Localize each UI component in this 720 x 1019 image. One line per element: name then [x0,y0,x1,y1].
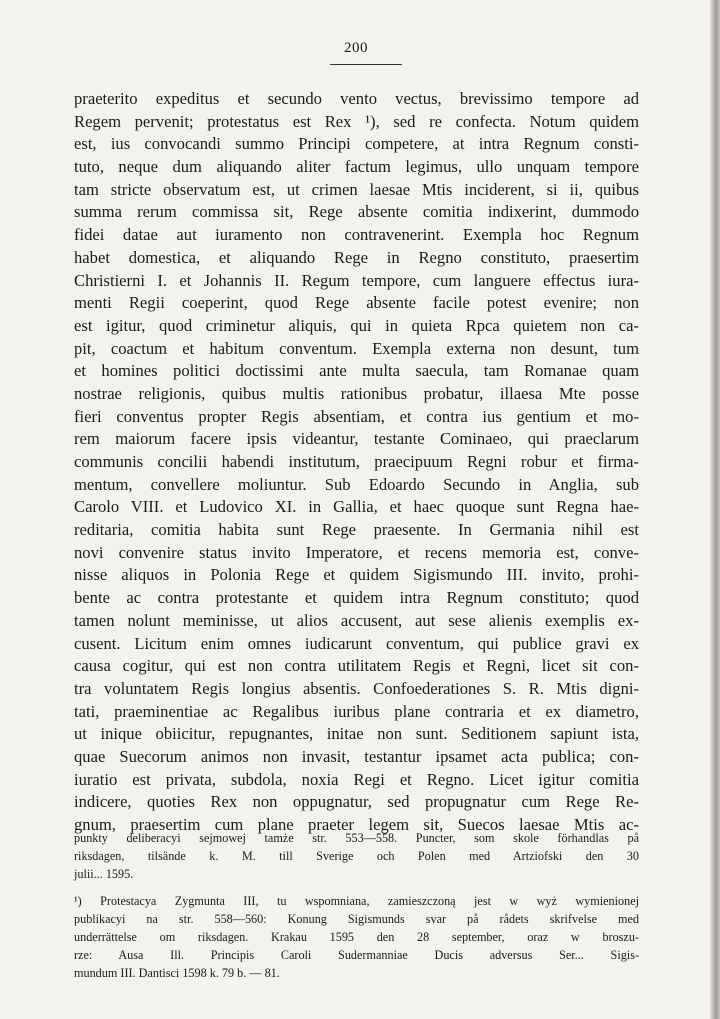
footnote-line: publikacyi na str. 558—560: Konung Sigismunds svar på rådets skrifvelse med [74,912,639,927]
body-line: nisse aliquos in Polonia Rege et quidem Sigismundo III. invito, prohi- [74,565,639,585]
scan-edge [710,0,720,1019]
footnote-gap [74,883,639,893]
body-line: tam stricte observatum est, ut crimen laesae Mtis inciderent, si ii, quibus [74,179,639,199]
body-line: reditaria, comitia habita sunt Rege praesente. In Germania nihil est [74,520,639,540]
body-line: bente ac contra protestante et quidem intra Regnum constituto; quod [74,588,639,608]
footnote-1 [74,893,639,982]
body-line: communis concilii habendi institutum, praecipuum Regni robur et firma- [74,452,639,471]
body-line: tra voluntatem Regis longius absentis. Confoederationes S. R. Mtis digni- [74,678,639,698]
body-line: Carolo VIII. et Ludovico XI. in Gallia, et haec quoque sunt Regna hae- [74,497,639,517]
footnote-line: riksdagen, tilsände k. M. till Sverige och Polen med Artziofski den 30 [74,848,639,863]
body-line: tuto, neque dum aliquando aliter factum legimus, ullo unquam tempore [74,157,639,177]
body-line: et homines politici doctissimi ante multa saecula, tam Romanae quam [74,361,639,381]
body-line: mentum, convellere moliuntur. Sub Edoardo Secundo in Anglia, sub [74,474,639,494]
body-line: indicere, quoties Rex non oppugnatur, sed propugnatur cum Rege Re- [74,792,639,812]
body-line: fidei datae aut iuramento non contravenerint. Exempla hoc Regnum [74,225,639,245]
footnotes [74,830,639,982]
body-line: praeterito expeditus et secundo vento vectus, brevissimo tempore ad [74,89,639,108]
page-number: 200 [344,40,368,56]
page-number-rule [330,64,402,65]
body-line: fieri conventus propter Regis absentiam, et contra ius gentium et mo- [74,406,639,426]
body-line: pit, coactum et habitum conventum. Exempla externa non desunt, tum [74,338,639,358]
footnote-line: ¹) Protestacya Zygmunta III, tu wspomniana, zamieszczoną jest w wyż wymienionej [74,894,639,909]
body-line: ut inique obiicitur, repugnantes, initae non sunt. Seditionem sapiunt ista, [74,724,639,744]
footnote-line: julii... 1595. [74,866,134,881]
body-line: novi convenire status invito Imperatore, et recens memoria est, conve- [74,542,639,562]
footnote-line: mundum III. Dantisci 1598 k. 79 b. — 81. [74,965,280,980]
body-line: Regem pervenit; protestatus est Rex ¹), sed re confecta. Notum quidem [74,111,639,131]
footnote-line: underrättelse om riksdagen. Krakau 1595 den 28 september, oraz w broszu- [74,929,639,944]
body-line: est, ius convocandi summo Principi competere, at intra Regnum consti- [74,134,639,154]
body-line: causa cogitur, qui est non contra utilitatem Regis et Regni, licet sit con- [74,656,639,676]
body-line: iuratio est privata, subdola, noxia Regi et Regno. Licet igitur comitia [74,769,639,789]
body-line: menti Regii coeperint, quod Rege absente facile potest evenire; non [74,293,639,313]
body-text [74,88,639,837]
footnote-line: punkty deliberacyi sejmowej tamże str. 553—558. Puncter, som skole förhandlas på [74,831,639,845]
footnote-continuation [74,830,639,883]
body-line: habet domestica, et aliquando Rege in Regno constituto, praesertim [74,247,639,267]
body-line: quae Suecorum animos non invasit, testantur ipsamet acta publica; con- [74,746,639,766]
body-line: tati, praeminentiae ac Regalibus iuribus plane contraria et ex diametro, [74,701,639,721]
body-line: tamen nolunt meminisse, ut alios accusent, aut sese alienis exemplis ex- [74,610,639,630]
body-line: rem maiorum facere ipsis videantur, testante Cominaeo, qui praeclarum [74,429,639,449]
body-line: Christierni I. et Johannis II. Regum tempore, cum languere effectus iura- [74,270,639,290]
footnote-line: rze: Ausa Ill. Principis Caroli Sudermanniae Ducis adversus Ser... Sigis- [74,947,639,962]
body-line: gnum, praesertim cum plane praeter legem sit, Suecos laesae Mtis ac- [74,815,639,834]
body-line: cusent. Licitum enim omnes iudicarunt conventum, qui publice gravi ex [74,633,639,653]
body-line: est igitur, quod criminetur aliquis, qui in quieta Rpca quietem non ca- [74,315,639,335]
body-line: summa rerum commissa sit, Rege absente comitia indixerint, dummodo [74,202,639,222]
body-line: nostrae religionis, quibus multis rationibus probatur, illaesa Mte posse [74,383,639,403]
